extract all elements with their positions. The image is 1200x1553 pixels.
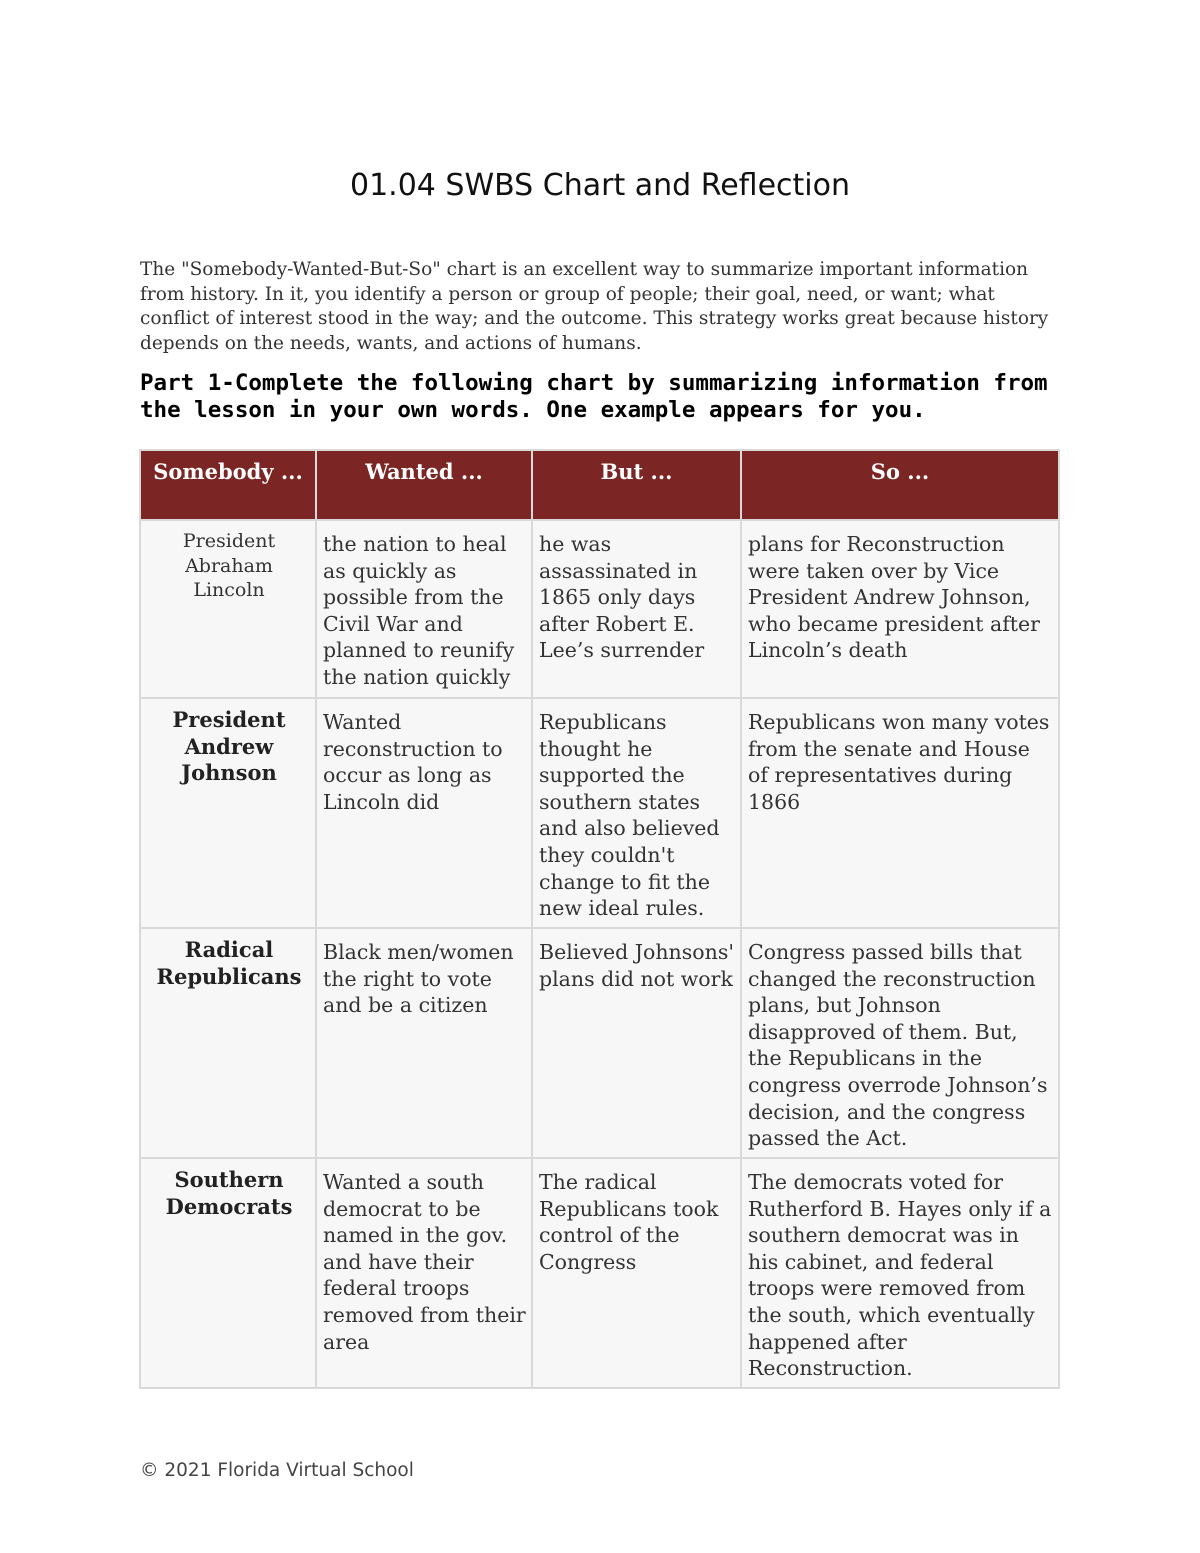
cell-so[interactable]: Republicans won many votes from the senate and House of representatives during 1866: [741, 698, 1059, 928]
page-title: 01.04 SWBS Chart and Reflection: [350, 168, 850, 203]
header-row: [140, 450, 1059, 520]
intro-paragraph: The "Somebody-Wanted-But-So" chart is an excellent way to summarize important information from history. In it, you identify a person or group of people; their goal, need, or want; what conflict of interest stood in the way; and the outcome. This strategy works great because history depends on the needs, wants, and actions of humans.: [140, 259, 1049, 354]
cell-wanted[interactable]: Black men/women the right to vote and be a citizen: [316, 928, 532, 1158]
table-row: [140, 928, 1059, 1158]
table-row: [140, 520, 1059, 698]
cell-so[interactable]: Congress passed bills that changed the reconstruction plans, but Johnson disapproved of them. But, the Republicans in the congress overrode Johnson’s decision, and the congress passed the Act.: [741, 928, 1059, 1158]
cell-wanted[interactable]: Wanted a south democrat to be named in the gov. and have their federal troops removed from their area: [316, 1158, 532, 1388]
cell-somebody: President Abraham Lincoln: [140, 520, 316, 698]
cell-so: plans for Reconstruction were taken over by Vice President Andrew Johnson, who became president after Lincoln’s death: [741, 520, 1059, 698]
cell-wanted[interactable]: Wanted reconstruction to occur as long as Lincoln did: [316, 698, 532, 928]
cell-somebody[interactable]: President Andrew Johnson: [140, 698, 316, 928]
part-1-heading: Part 1-Complete the following chart by summarizing information from the lesson in your own words. One example appears for you.: [140, 370, 1048, 423]
header-so: So ...: [741, 450, 1059, 520]
cell-wanted: the nation to heal as quickly as possible from the Civil War and planned to reunify the nation quickly: [316, 520, 532, 698]
table-row: [140, 1158, 1059, 1388]
cell-but[interactable]: Believed Johnsons' plans did not work: [532, 928, 741, 1158]
swbs-chart: [139, 449, 1060, 1389]
header-but: But ...: [532, 450, 741, 520]
cell-somebody[interactable]: Radical Republicans: [140, 928, 316, 1158]
cell-somebody[interactable]: Southern Democrats: [140, 1158, 316, 1388]
header-somebody: Somebody ...: [140, 450, 316, 520]
cell-but[interactable]: The radical Republicans took control of the Congress: [532, 1158, 741, 1388]
header-wanted: Wanted ...: [316, 450, 532, 520]
cell-but: he was assassinated in 1865 only days after Robert E. Lee’s surrender: [532, 520, 741, 698]
table-row: [140, 698, 1059, 928]
cell-but[interactable]: Republicans thought he supported the southern states and also believed they couldn't change to fit the new ideal rules.: [532, 698, 741, 928]
cell-so[interactable]: The democrats voted for Rutherford B. Hayes only if a southern democrat was in his cabinet, and federal troops were removed from the south, which eventually happened after Reconstruction.: [741, 1158, 1059, 1388]
copyright-footer: © 2021 Florida Virtual School: [140, 1460, 414, 1481]
